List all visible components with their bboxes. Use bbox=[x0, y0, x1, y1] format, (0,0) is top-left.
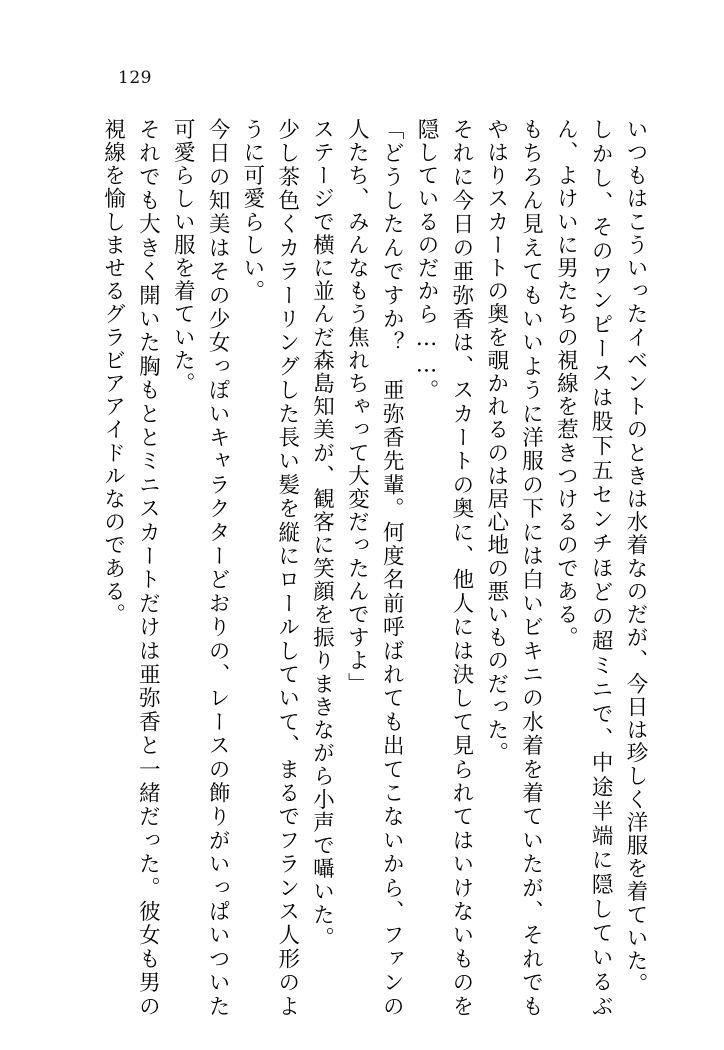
paragraph: 少し茶色くカラーリングした長い髪を縦にロールしていて、まるでフランス人形のように可愛らしい。 bbox=[239, 118, 300, 1018]
paragraph: もちろん見えてもいいように洋服の下には白いビキニの水着を着ていたが、それでもやはりスカートの奥を覗かれるのは居心地の悪いものだった。 bbox=[483, 118, 544, 1018]
page-body-text bbox=[72, 118, 652, 1018]
page-number: 129 bbox=[118, 68, 152, 88]
paragraph: 「どうしたんですか？ 亜弥香先輩。何度名前呼ばれても出てこないから、ファンの人たち、みんなもう焦れちゃって大変だったんですよ」 bbox=[344, 118, 405, 1018]
paragraph: しかし、そのワンピースは股下五センチほどの超ミニで、中途半端に隠しているぶん、よけいに男たちの視線を惹きつけるのである。 bbox=[553, 118, 614, 1018]
paragraph: 今日の知美はその少女っぽいキャラクターどおりの、レースの飾りがいっぱいついた可愛らしい服を着ていた。 bbox=[170, 118, 231, 1018]
paragraph: それに今日の亜弥香は、スカートの奥に、他人には決して見られてはいけないものを隠しているのだから……。 bbox=[414, 118, 474, 1018]
paragraph: それでも大きく開いた胸もととミニスカートだけは亜弥香と一緒だった。彼女も男の視線を愉しませるグラビアアイドルなのである。 bbox=[100, 118, 161, 1018]
paragraph: ステージで横に並んだ森島知美が、観客に笑顔を振りまきながら小声で囁いた。 bbox=[309, 118, 335, 950]
paragraph: いつもはこういったイベントのときは水着なのだが、今日は珍しく洋服を着ていた。 bbox=[623, 118, 648, 996]
